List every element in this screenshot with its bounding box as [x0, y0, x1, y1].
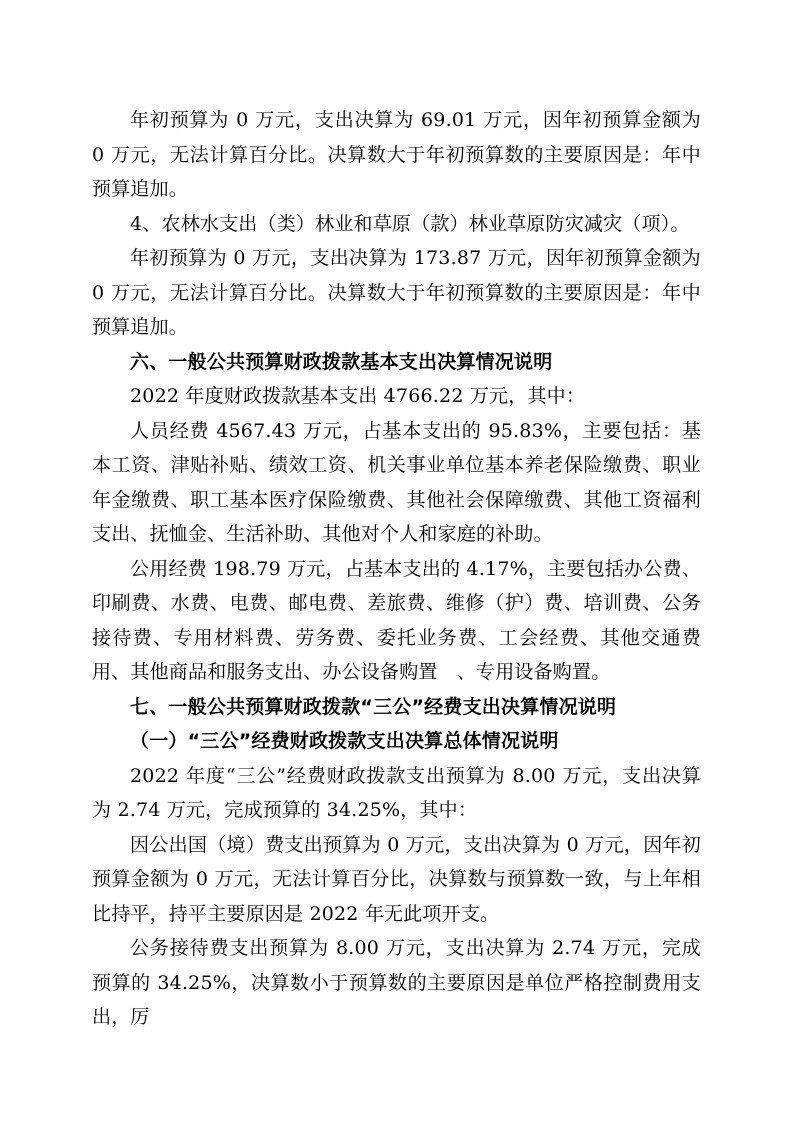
- paragraph-budget-69-01: 年初预算为 0 万元，支出决算为 69.01 万元，因年初预算金额为 0 万元，无法计算百分比。决算数大于年初预算数的主要原因是：年中预算追加。: [92, 109, 701, 200]
- paragraph-official-reception-expense: 公务接待费支出预算为 8.00 万元，支出决算为 2.74 万元，完成预算的 34.25%，决算数小于预算数的主要原因是单位严格控制费用支出，厉: [92, 937, 701, 1028]
- paragraph-public-funds: 公用经费 198.79 万元，占基本支出的 4.17%，主要包括办公费、印刷费、水费、电费、邮电费、差旅费、维修（护）费、培训费、公务接待费、专用材料费、劳务费、委托业务费、工会经费、其他交通费用、其他商品和服务支出、办公设备购置 、专用设备购置。: [92, 557, 701, 683]
- subsection-heading-one-overall-situation: （一）“三公”经费财政拨款支出决算总体情况说明: [130, 730, 559, 752]
- paragraph-basic-expenditure-total: 2022 年度财政拨款基本支出 4766.22 万元，其中：: [130, 385, 586, 407]
- paragraph-budget-173-87: 年初预算为 0 万元，支出决算为 173.87 万元，因年初预算金额为 0 万元，无法计算百分比。决算数大于年初预算数的主要原因是：年中预算追加。: [92, 247, 701, 338]
- paragraph-three-public-budget-total: 2022 年度“三公”经费财政拨款支出预算为 8.00 万元，支出决算为 2.74 万元，完成预算的 34.25%，其中：: [92, 764, 701, 821]
- section-heading-six-basic-expenditure: 六、一般公共预算财政拨款基本支出决算情况说明: [130, 350, 553, 373]
- document-body: [92, 103, 701, 1035]
- paragraph-overseas-travel-expense: 因公出国（境）费支出预算为 0 万元，支出决算为 0 万元，因年初预算金额为 0 万元，无法计算百分比，决算数与预算数一致，与上年相比持平，持平主要原因是 2022 年无此项开支。: [92, 833, 701, 925]
- paragraph-personnel-funds: 人员经费 4567.43 万元，占基本支出的 95.83%，主要包括：基本工资、津贴补贴、绩效工资、机关事业单位基本养老保险缴费、职业年金缴费、职工基本医疗保险缴费、其他社会保障缴费、其他工资福利支出、抚恤金、生活补助、其他对个人和家庭的补助。: [92, 419, 701, 545]
- paragraph-item-4-forestry: 4、农林水支出（类）林业和草原（款）林业草原防灾减灾（项）。: [130, 212, 690, 235]
- section-heading-seven-three-public-funds: 七、一般公共预算财政拨款“三公”经费支出决算情况说明: [130, 695, 617, 718]
